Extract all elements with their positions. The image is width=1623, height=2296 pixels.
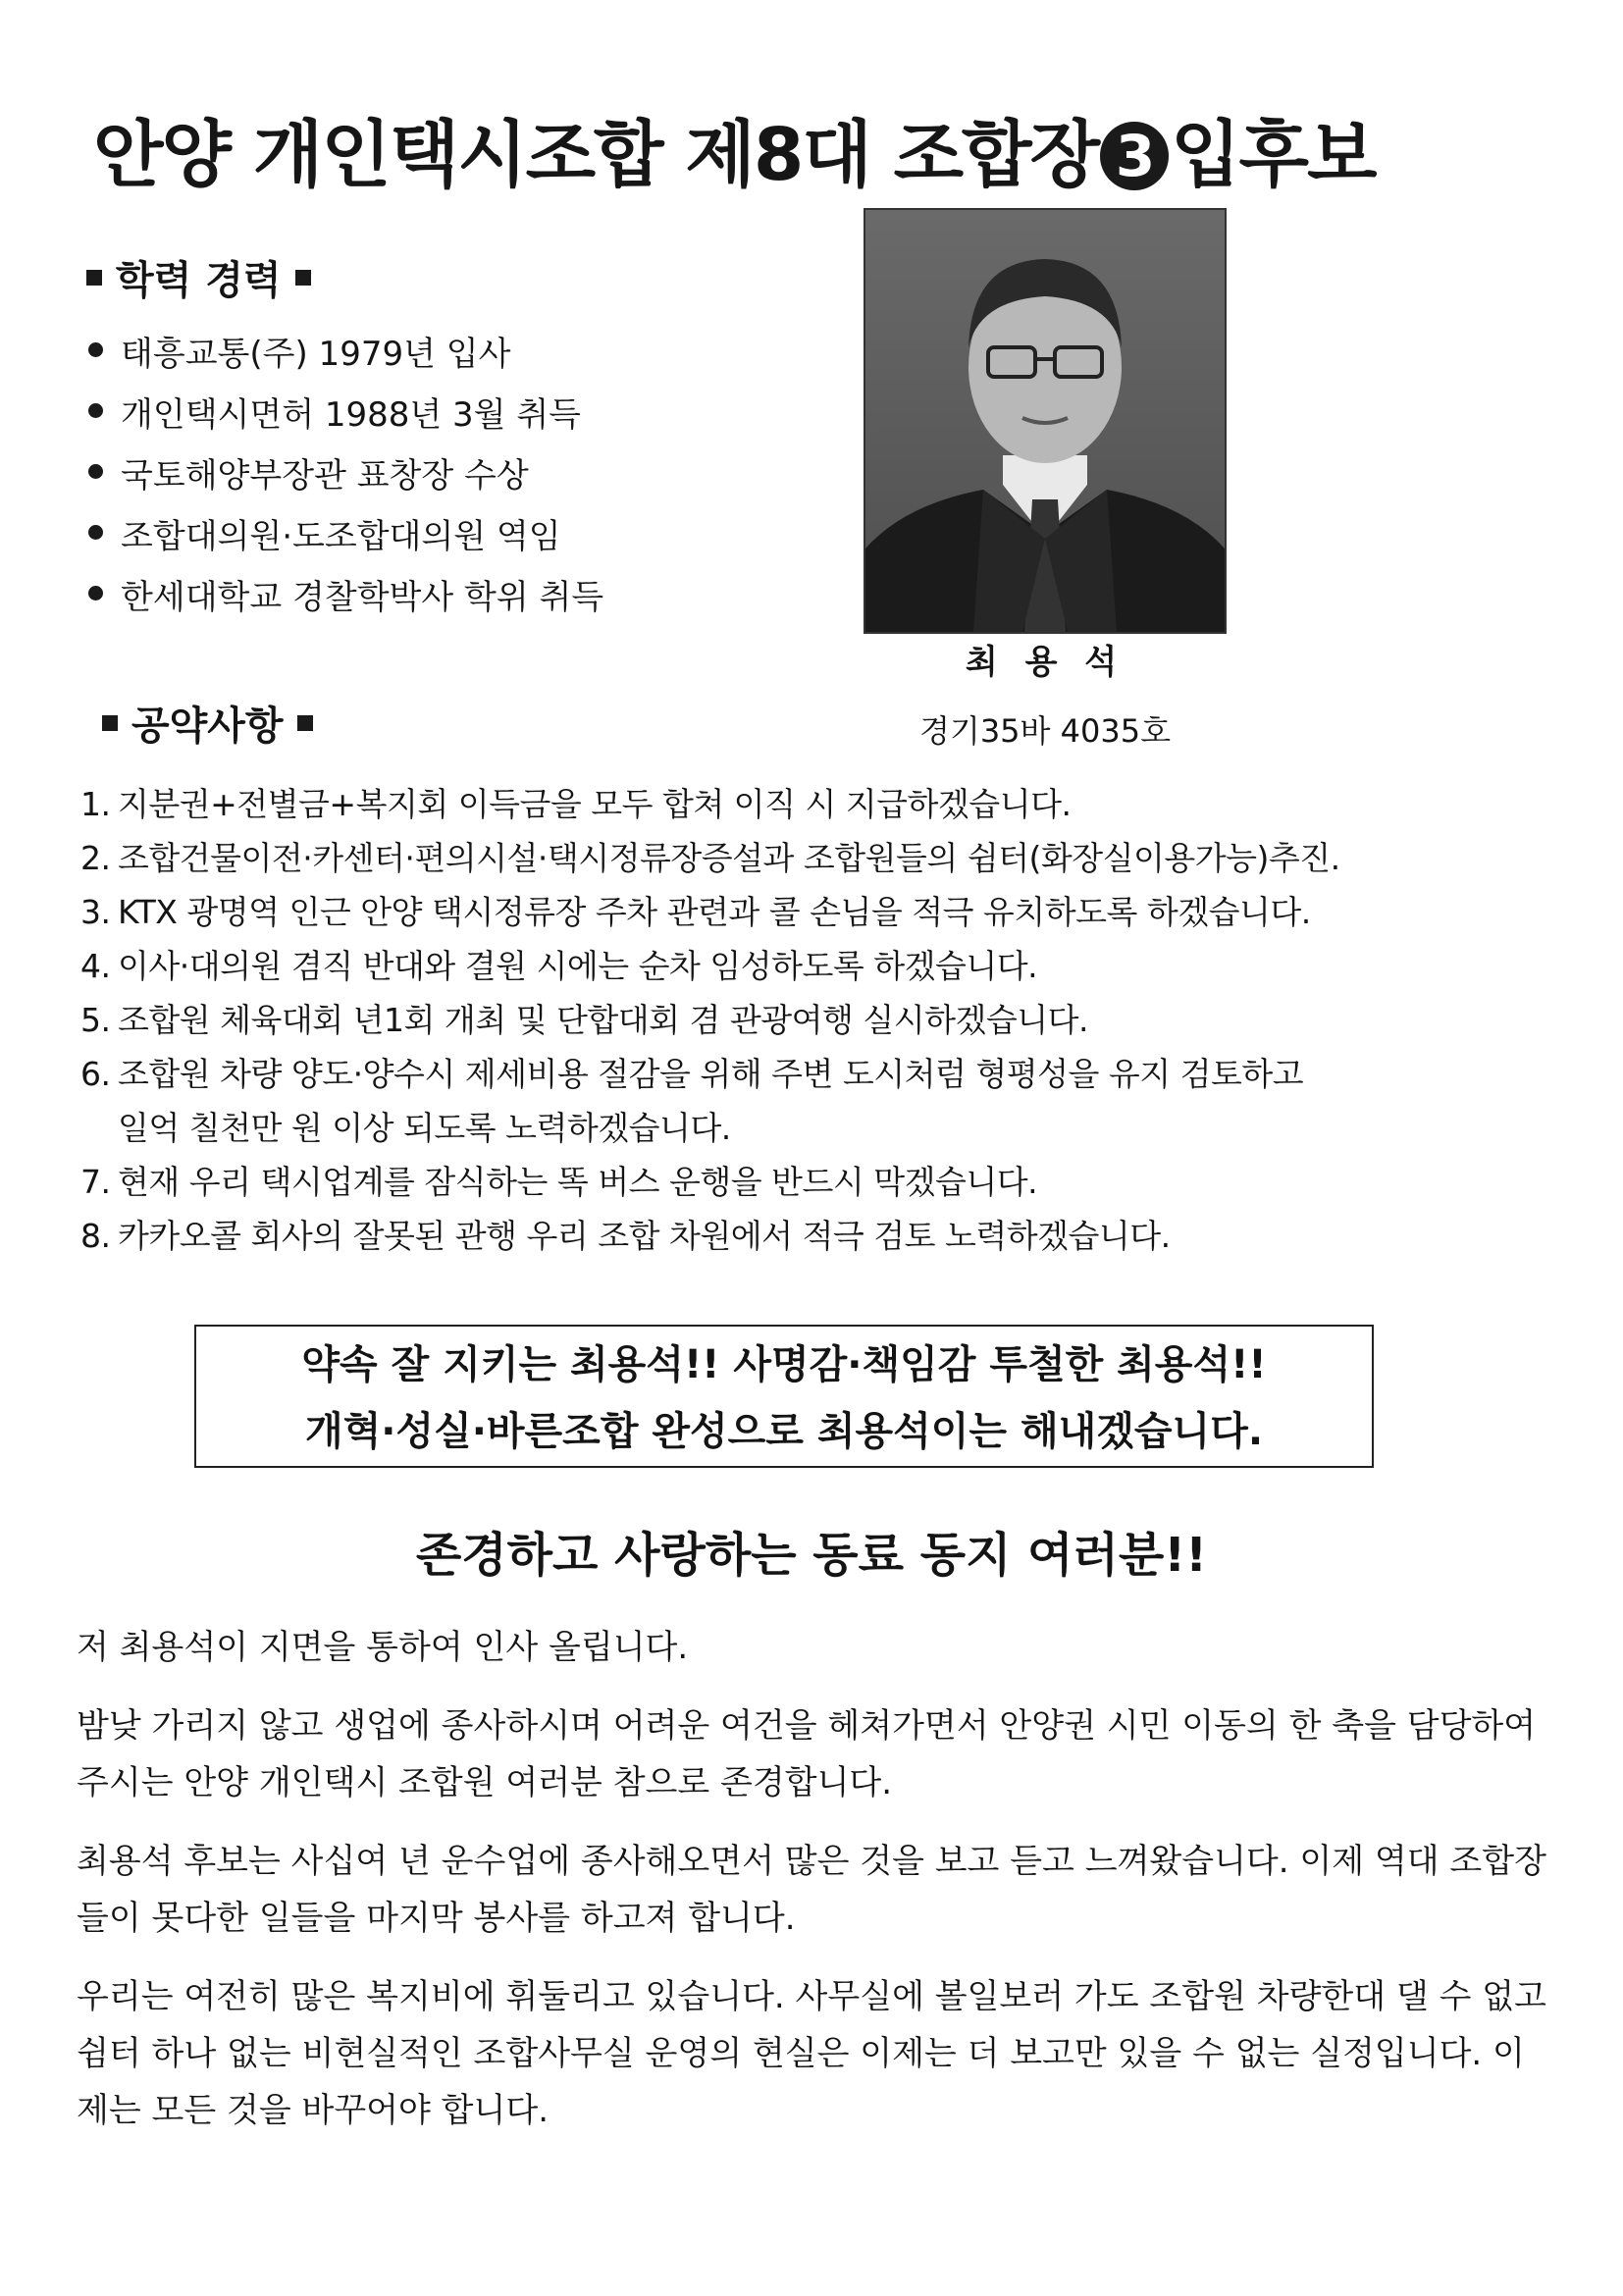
career-item: 조합대의원·도조합대의원 역임 bbox=[88, 506, 854, 567]
career-list bbox=[88, 324, 854, 628]
title-text: 안양 개인택시조합 제8대 조합장 bbox=[93, 113, 1099, 197]
candidate-number-badge: 3 bbox=[1100, 122, 1169, 190]
greeting-paragraph: 밤낮 가리지 않고 생업에 종사하시며 어려운 여건을 헤쳐가면서 안양권 시민 이동의 한 축을 담당하여 주시는 안양 개인택시 조합원 여러분 참으로 존경합니다. bbox=[77, 1706, 1537, 1802]
career-heading bbox=[86, 253, 325, 308]
square-bullet-icon bbox=[102, 715, 118, 731]
slogan-line: 약속 잘 지키는 최용석!! 사명감·책임감 투철한 최용석!! bbox=[301, 1342, 1267, 1387]
bullet-dot-icon bbox=[88, 464, 103, 479]
career-item: 한세대학교 경찰학박사 학위 취득 bbox=[88, 567, 854, 628]
career-item: 국토해양부장관 표창장 수상 bbox=[88, 445, 854, 506]
career-item: 태흥교통(주) 1979년 입사 bbox=[88, 324, 854, 385]
candidate-plate-number: 경기35바 4035호 bbox=[919, 712, 1171, 750]
slogan-line: 개혁·성실·바른조합 완성으로 최용석이는 해내겠습니다. bbox=[304, 1409, 1264, 1454]
pledge-item: 1. 지분권+전별금+복지회 이득금을 모두 합쳐 이직 시 지급하겠습니다. bbox=[80, 785, 1072, 823]
greeting-title: 존경하고 사랑하는 동료 동지 여러분!! bbox=[415, 1528, 1208, 1583]
pledge-item: 6. 조합원 차량 양도·양수시 제세비용 절감을 위해 주변 도시처럼 형평성을 유지 검토하고 일억 칠천만 원 이상 되도록 노력하겠습니다. bbox=[80, 1055, 1304, 1147]
greeting-paragraph: 우리는 여전히 많은 복지비에 휘둘리고 있습니다. 사무실에 볼일보러 가도 조합원 차량한대 댈 수 없고 쉼터 하나 없는 비현실적인 조합사무실 운영의 현실은 이제는 더 보고만 있을 수 없는 실정입니다. 이제는 모든 것을 바꾸어야 합니다. bbox=[77, 1977, 1546, 2130]
pledge-item: 7. 현재 우리 택시업계를 잠식하는 똑 버스 운행을 반드시 막겠습니다. bbox=[80, 1163, 1038, 1201]
bullet-dot-icon bbox=[88, 586, 103, 600]
pledge-item: 3. KTX 광명역 인근 안양 택시정류장 주차 관련과 콜 손님을 적극 유치하도록 하겠습니다. bbox=[80, 893, 1311, 931]
greeting-paragraph: 최용석 후보는 사십여 년 운수업에 종사해오면서 많은 것을 보고 듣고 느껴왔습니다. 이제 역대 조합장들이 못다한 일들을 마지막 봉사를 하고져 합니다. bbox=[77, 1842, 1546, 1938]
pledge-item: 8. 카카오콜 회사의 잘못된 관행 우리 조합 차원에서 적극 검토 노력하겠습니다. bbox=[80, 1217, 1171, 1255]
pledge-item: 5. 조합원 체육대회 년1회 개최 및 단합대회 겸 관광여행 실시하겠습니다. bbox=[80, 1001, 1088, 1039]
pledge-item: 4. 이사·대의원 겸직 반대와 결원 시에는 순차 임성하도록 하겠습니다. bbox=[80, 947, 1038, 985]
bullet-dot-icon bbox=[88, 342, 103, 357]
career-heading-text: 학력 경력 bbox=[116, 258, 282, 303]
pledge-item: 2. 조합건물이전·카센터·편의시설·택시정류장증설과 조합원들의 쉼터(화장실이용가능)추진. bbox=[80, 839, 1340, 877]
portrait-illustration bbox=[865, 210, 1225, 632]
square-bullet-icon bbox=[86, 270, 102, 286]
pledge-list bbox=[80, 777, 1552, 1263]
square-bullet-icon bbox=[297, 715, 313, 731]
document-title bbox=[93, 106, 1536, 204]
bullet-dot-icon bbox=[88, 403, 103, 418]
pledge-heading bbox=[102, 699, 327, 754]
candidate-photo bbox=[864, 208, 1227, 634]
career-item: 개인택시면허 1988년 3월 취득 bbox=[88, 385, 854, 445]
slogan-box bbox=[194, 1325, 1374, 1468]
title-suffix: 입후보 bbox=[1171, 113, 1376, 197]
square-bullet-icon bbox=[295, 270, 311, 286]
greeting-paragraph: 저 최용석이 지면을 통하여 인사 올립니다. bbox=[77, 1628, 689, 1667]
pledge-heading-text: 공약사항 bbox=[131, 704, 284, 749]
bullet-dot-icon bbox=[88, 525, 103, 540]
candidate-name: 최 용 석 bbox=[965, 643, 1126, 682]
greeting-body bbox=[77, 1619, 1546, 2161]
